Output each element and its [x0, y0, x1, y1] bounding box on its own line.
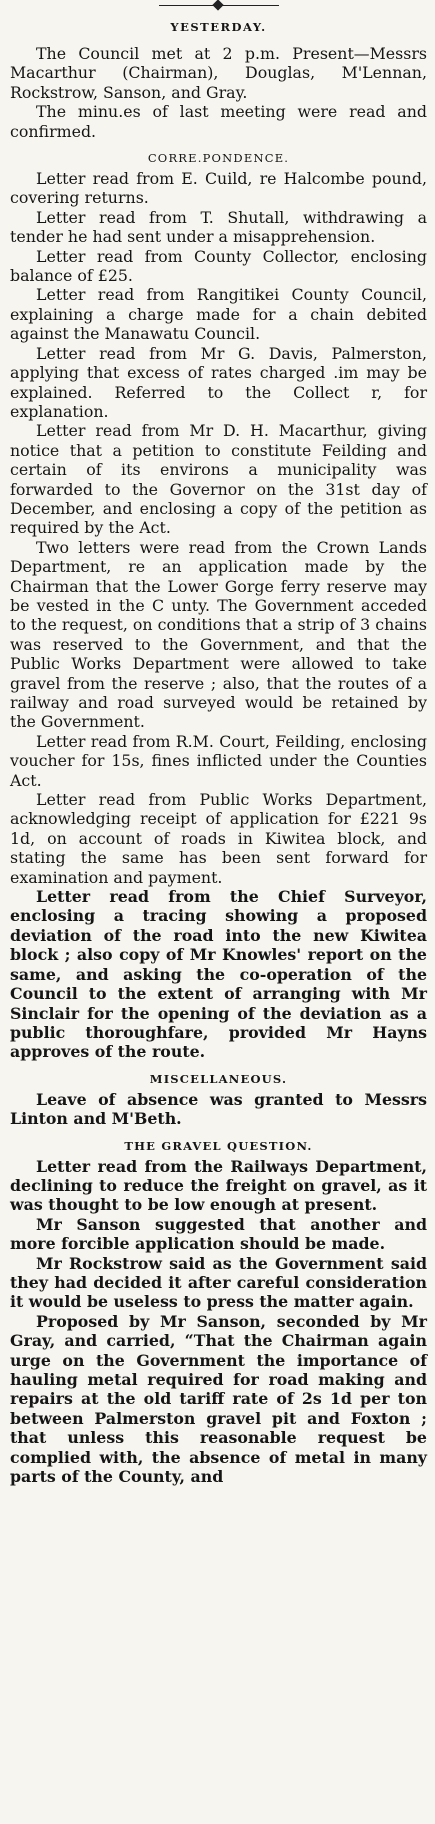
article-heading: YESTERDAY. — [170, 20, 267, 34]
paragraph: Leave of absence was granted to Messrs Linton and M'Beth. — [10, 1089, 427, 1129]
paragraph: Letter read from R.M. Court, Feilding, enclosing voucher for 15s, fines inflicted under the Counties Act. — [10, 731, 427, 790]
paragraph: The Council met at 2 p.m. Present—Messrs Macarthur (Chairman), Douglas, M'Lennan, Rockstrow, Sanson, and Gray. — [10, 44, 427, 102]
gravel-section — [10, 1157, 427, 1487]
paragraph: Two letters were read from the Crown Lands Department, re an application made by the Chairman that the Lower Gorge ferry reserve may be vested in the C unty. The Government acceded to the request, on conditions that a strip of 3 chains was reserved to the Government, and that the Public Works Department were allowed to take gravel from the reserve ; also, that the routes of a railway and road surveyed would be retained by the Government. — [10, 537, 427, 732]
section-heading-correspondence: CORRE.PONDENCE. — [147, 151, 290, 166]
paragraph: Letter read from the Chief Surveyor, enclosing a tracing showing a proposed deviation of the road into the new Kiwitea block ; also copy of Mr Knowles' report on the same, and asking the co-operation of the Council to the extent of arranging with Mr Sinclair for the opening of the deviation as a public thoroughfare, provided Mr Hayns approves of the route. — [10, 887, 427, 1062]
intro-section — [10, 44, 427, 141]
paragraph: The minu.es of last meeting were read and confirmed. — [10, 102, 427, 141]
paragraph: Letter read from Mr G. Davis, Palmerston, applying that excess of rates charged .im may be explained. Referred to the Collect r, for explanation. — [10, 343, 427, 421]
paragraph: Letter read from Mr D. H. Macarthur, giving notice that a petition to constitute Feilding and certain of its environs a municipality was forwarded to the Governor on the 31st day of December, and enclosing a copy of the petition as required by the Act. — [10, 421, 427, 538]
correspondence-section — [10, 169, 427, 1062]
paragraph: Letter read from Public Works Department, acknowledging receipt of application for £221 9s 1d, on account of roads in Kiwitea block, and stating the same has been sent forward for examination and payment. — [10, 790, 427, 887]
paragraph: Proposed by Mr Sanson, seconded by Mr Gray, and carried, “That the Chairman again urge on the Government the importance of hauling metal required for road making and repairs at the old tariff rate of 2s 1d per ton between Palmerston gravel pit and Foxton ; that unless this reasonable request be complied with, the absence of metal in many parts of the County, and — [10, 1311, 427, 1487]
paragraph: Letter read from E. Cuild, re Halcombe pound, covering returns. — [10, 169, 427, 208]
paragraph: Mr Sanson suggested that another and more forcible application should be made. — [10, 1214, 427, 1254]
paragraph: Letter read from T. Shutall, withdrawing a tender he had sent under a misapprehension. — [10, 207, 427, 247]
paragraph: Letter read from County Collector, enclosing balance of £25. — [10, 246, 427, 286]
section-heading-miscellaneous: MISCELLANEOUS. — [149, 1071, 288, 1086]
diamond-ornament-icon — [212, 0, 223, 11]
section-heading-gravel-question: THE GRAVEL QUESTION. — [124, 1138, 313, 1153]
paragraph: Letter read from Rangitikei County Council, explaining a charge made for a chain debited against the Manawatu Council. — [10, 285, 427, 344]
miscellaneous-section — [10, 1090, 427, 1129]
top-rule-ornament — [159, 0, 279, 12]
paragraph: Mr Rockstrow said as the Government said they had decided it after careful consideration it would be useless to press the matter again. — [10, 1253, 427, 1312]
paragraph: Letter read from the Railways Department, declining to reduce the freight on gravel, as it was thought to be low enough at present. — [10, 1156, 427, 1215]
